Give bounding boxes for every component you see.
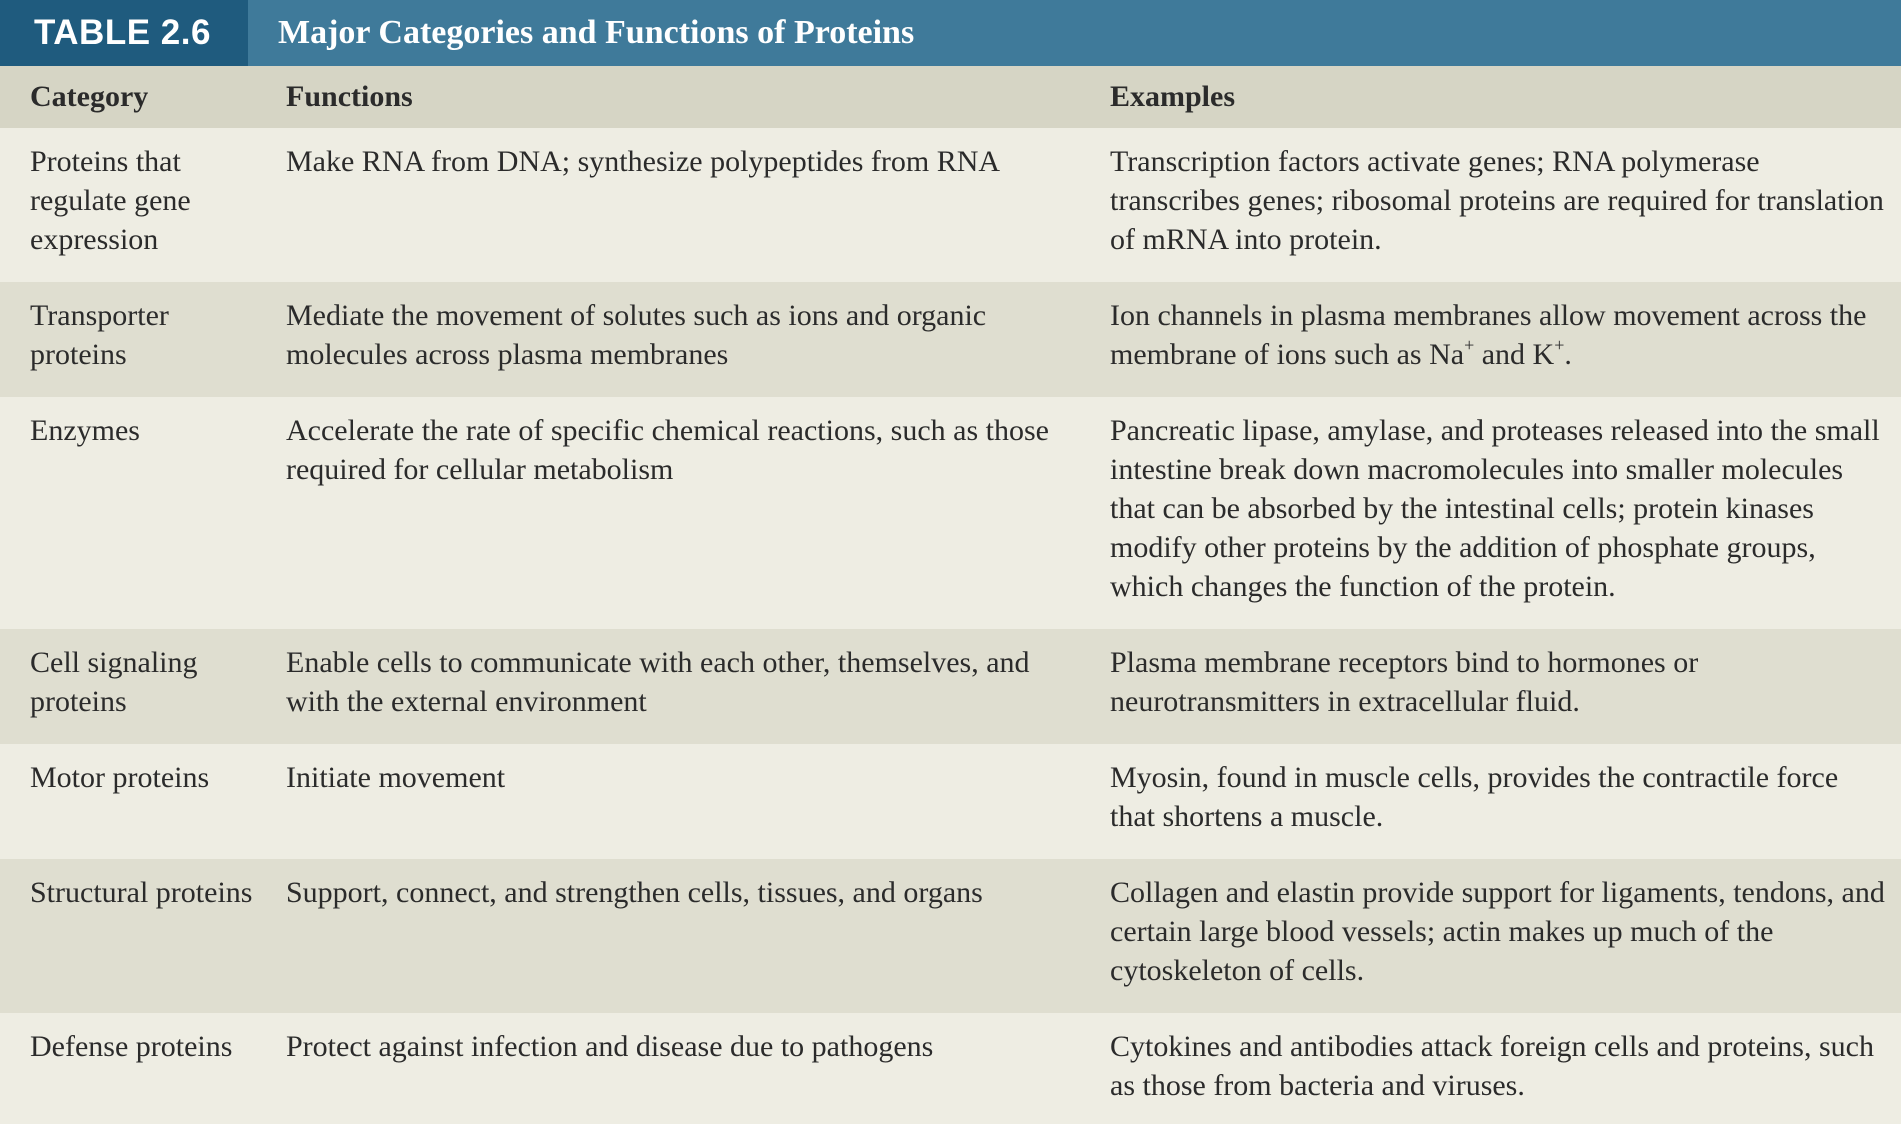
examples-cell: Transcription factors activate genes; RNA polymerase transcribes genes; ribosomal proteins are required for translation of mRNA into protein. xyxy=(1110,145,1884,256)
functions-cell: Make RNA from DNA; synthesize polypeptides from RNA xyxy=(286,145,1001,178)
table-number: TABLE 2.6 xyxy=(0,0,248,66)
category-cell: Cell signaling proteins xyxy=(30,646,198,718)
examples-text: Ion channels in plasma membranes allow movement across the membrane of ions such as Na xyxy=(1110,299,1867,371)
table-row xyxy=(0,1013,1901,1124)
category-cell: Motor proteins xyxy=(30,761,210,794)
table-row xyxy=(0,397,1901,629)
superscript: + xyxy=(1464,335,1475,355)
examples-cell: Collagen and elastin provide support for ligaments, tendons, and certain large blood vessels; actin makes up much of the cytoskeleton of cells. xyxy=(1110,876,1885,987)
functions-cell: Support, connect, and strengthen cells, tissues, and organs xyxy=(286,876,983,909)
examples-cell: Plasma membrane receptors bind to hormones or neurotransmitters in extracellular fluid. xyxy=(1110,646,1699,718)
table-row xyxy=(0,859,1901,1013)
header-functions: Functions xyxy=(286,80,413,113)
header-category: Category xyxy=(30,80,149,113)
functions-cell: Accelerate the rate of specific chemical reactions, such as those required for cellular metabolism xyxy=(286,414,1049,486)
table-row xyxy=(0,128,1901,282)
examples-cell xyxy=(1080,296,1901,397)
examples-text: and K xyxy=(1474,338,1555,371)
category-cell: Proteins that regulate gene expression xyxy=(30,145,191,256)
functions-cell: Enable cells to communicate with each other, themselves, and with the external environment xyxy=(286,646,1030,718)
functions-cell: Initiate movement xyxy=(286,761,506,794)
header-row xyxy=(0,66,1901,128)
title-bar xyxy=(0,0,1901,66)
examples-cell: Cytokines and antibodies attack foreign cells and proteins, such as those from bacteria and viruses. xyxy=(1110,1030,1874,1102)
table-row xyxy=(0,744,1901,859)
examples-cell: Myosin, found in muscle cells, provides the contractile force that shortens a muscle. xyxy=(1110,761,1839,833)
superscript: + xyxy=(1554,335,1565,355)
functions-cell: Mediate the movement of solutes such as ions and organic molecules across plasma membranes xyxy=(286,299,987,371)
table-row xyxy=(0,282,1901,397)
category-cell: Transporter proteins xyxy=(30,299,169,371)
category-cell: Enzymes xyxy=(30,414,140,447)
header-examples: Examples xyxy=(1110,80,1236,113)
table-row xyxy=(0,629,1901,744)
examples-text: . xyxy=(1564,338,1572,371)
category-cell: Defense proteins xyxy=(30,1030,233,1063)
table-title: Major Categories and Functions of Proteins xyxy=(278,14,915,51)
examples-cell: Pancreatic lipase, amylase, and proteases released into the small intestine break down macromolecules into smaller molecules that can be absorbed by the intestinal cells; protein kinases modify other proteins by the addition of phosphate groups, which changes the function of the protein. xyxy=(1110,414,1880,603)
functions-cell: Protect against infection and disease due to pathogens xyxy=(286,1030,934,1063)
category-cell: Structural proteins xyxy=(30,876,253,909)
